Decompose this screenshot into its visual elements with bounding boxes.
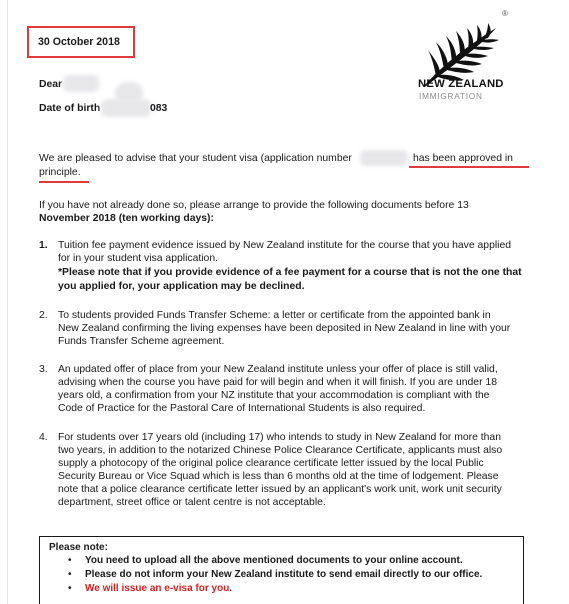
intro-line2: principle. [39, 167, 81, 178]
date-highlight-box [27, 26, 135, 58]
registered-mark: ® [502, 9, 508, 18]
item-1-warning: *Please note that if you provide evidence of a fee payment for a course that is not the one that [58, 267, 522, 278]
item-1-warning: you applied for, your application may be declined. [58, 281, 305, 292]
item-4-line: two years, in addition to the notarized Chinese Police Clearance Certificate, applicants must also [58, 445, 503, 456]
note-bullet-2: Please do not inform your New Zealand institute to send email directly to our office. [85, 569, 483, 580]
redacted-application-number [360, 150, 408, 166]
note-box [39, 536, 524, 604]
item-4-line: supply a photocopy of the original police clearance certificate letter issued by the local Public [58, 458, 484, 469]
item-4-line: Security Bureau or Vice Squad which is less than 6 months old at the time of lodgement. Please [58, 471, 499, 482]
bullet-icon: • [68, 569, 72, 580]
intro-part1: We are pleased to advise that your student visa (application number [39, 153, 352, 164]
item-3-line: Code of Practice for the Pastoral Care of International Students is also required. [58, 403, 426, 414]
logo-title: NEW ZEALAND [418, 78, 504, 90]
item-4-line: department, street office or talent centre is not acceptable. [58, 497, 326, 508]
note-bullet-3: We will issue an e-visa for you. [85, 583, 233, 594]
request-line2: November 2018 (ten working days): [39, 213, 214, 224]
item-3-line: years old, a confirmation from your NZ institute that your accommodation is compliant with the [58, 390, 490, 401]
approved-underline [409, 166, 529, 168]
item-2-number: 2. [39, 310, 48, 321]
bullet-icon: • [68, 583, 72, 594]
letter-date: 30 October 2018 [38, 36, 120, 48]
dob-tail: 083 [150, 103, 168, 114]
item-4-line: For students over 17 years old (including 17) who intends to study in New Zealand for more than [58, 432, 501, 443]
item-3-number: 3. [39, 364, 48, 375]
item-1-number: 1. [39, 240, 48, 251]
item-1-line: Tuition fee payment evidence issued by New Zealand institute for the course that you have applied [58, 240, 512, 251]
item-1-line: for in your student visa application. [58, 253, 218, 264]
logo-subtitle: IMMIGRATION [419, 92, 483, 101]
item-2-line: To students provided Funds Transfer Scheme: a letter or certificate from the appointed bank in [58, 310, 491, 321]
item-2-line: Funds Transfer Scheme agreement. [58, 336, 225, 347]
dear-label: Dear [39, 79, 63, 90]
intro-part2: has been approved in [413, 153, 513, 164]
item-4-line: note that a police clearance certificate letter issued by an applicant's work unit, work unit security [58, 484, 502, 495]
item-4-number: 4. [39, 432, 48, 443]
item-3-line: An updated offer of place from your New Zealand institute unless your offer of place is still valid, [58, 364, 498, 375]
note-bullet-1: You need to upload all the above mentioned documents to your online account. [85, 555, 463, 566]
principle-underline [39, 181, 89, 183]
request-line1: If you have not already done so, please arrange to provide the following documents before 13 [39, 200, 469, 211]
item-2-line: New Zealand confirming the living expenses have been deposited in New Zealand in line with your [58, 323, 511, 334]
redacted-name [63, 75, 99, 92]
bullet-icon: • [68, 555, 72, 566]
item-3-line: advising when the course you have paid for will begin and when it will finish. If you are under 18 [58, 377, 497, 388]
dob-label: Date of birth [39, 103, 101, 114]
redacted-dob [101, 99, 151, 117]
note-title: Please note: [49, 542, 108, 553]
